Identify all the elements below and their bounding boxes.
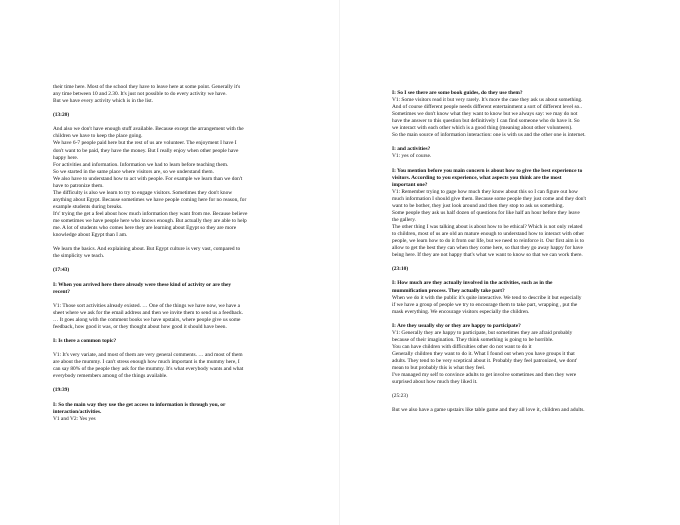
text-line: visitors. According to you experience, what aspects you think are the most [392, 174, 562, 181]
text-line: their time here. Most of the school they have to leave here at some point. Generally it's [53, 84, 241, 90]
paragraph [53, 126, 310, 239]
text-line: have the answer to this question but definitively I can find someone who do have it. So [392, 118, 580, 125]
text-line: (23:10) [392, 266, 409, 273]
text-line: V1: yes of course. [392, 153, 432, 160]
text-line: I: When you arrived here there already were these kind of activity or are they [53, 281, 232, 288]
question-heading [53, 338, 310, 345]
text-line: allow to get the best they can when they come here, so that they go away happy for have [392, 245, 583, 252]
text-line: (17:43) [53, 267, 70, 274]
text-line: are about the mummy. I can't stress enough how much important is the mummy here, I [53, 359, 240, 366]
text-line: me sometimes we have people here who knows enough. But actually they are able to help [53, 217, 247, 224]
text-line: important one? [392, 181, 428, 188]
text-line: V1: Remember trying to gage how much they know about this so I can figure out how [392, 188, 578, 195]
text-line: (19:39) [53, 387, 70, 394]
text-line: V1: It's very variate, and most of them are very general comments. … and most of them [53, 352, 243, 359]
text-line: We also have to understand how to act with people. For example we learn than we don't [53, 175, 243, 182]
paragraph [53, 84, 310, 105]
text-line: And of course different people needs different entertainment a sort of different level so.. [392, 104, 582, 111]
text-line: V1: Some visitors read it but very rarely. It's more the case they ask us about something. [392, 97, 583, 104]
text-line: have to patronize them. [53, 182, 104, 189]
text-line: sheet where we ask for the email address and then we invite them to send us a feedback. [53, 309, 244, 316]
text-line: The other thing I was talking about is about how to be ethical? Which is not only related [392, 223, 583, 230]
text-line: feedback, how good it was, or they thought about how good it should have been. [53, 323, 227, 330]
text-line: But we have every activity which is in the list. [53, 98, 154, 105]
text-line: if we have a group of people we try to encourage them to take part, wrapping , put the [392, 301, 578, 308]
text-line: everybody remembers among of the things available. [53, 373, 168, 380]
paragraph [53, 352, 310, 380]
text-line: We have 6-7 people paid here but the rest of us are volunteer. The enjoyment I have I [53, 140, 237, 147]
text-line: V1: Those sort activities already existed. … One of the things we have now, we have a [53, 302, 240, 309]
question-heading [392, 266, 666, 273]
text-line: (13:20) [53, 112, 70, 119]
text-line: For activities and information. Information we had to learn before teaching them. [53, 161, 229, 168]
question-heading [392, 90, 666, 139]
text-line: mean to but probably this is what they feel. [392, 365, 486, 372]
paragraph [53, 303, 310, 331]
text-line: children we have to keep the place going. [53, 133, 143, 140]
question-heading [53, 402, 310, 423]
text-line: I: So the main way they use the get access to information is through you, or [53, 401, 226, 408]
text-line: any time between 10 and 2.30. It's just not possible to do every activity we have. [53, 91, 227, 98]
text-line: surprised about how much they liked it. [392, 379, 478, 386]
question-heading [53, 282, 310, 296]
text-line: V1 and V2: Yes yes [53, 415, 96, 422]
text-line: interaction/activities. [53, 408, 102, 415]
text-line: recent? [53, 288, 70, 295]
text-line: And also we don't have enough stuff available. Because except the arrangement with the [53, 126, 244, 133]
question-heading [53, 267, 310, 274]
text-line: we interact with each other which is a good thing (meaning about other volunteers). [392, 125, 573, 132]
text-line: You can have children with difficulties other do not want to do it [392, 343, 532, 350]
text-line: When we do it with the public it's quite interactive. We tend to describe it but especially [392, 294, 582, 301]
text-line: I: You mention before you main concern is about how to give the best experience to [392, 167, 583, 174]
right-page [340, 0, 680, 525]
question-heading [392, 168, 666, 260]
text-line: people, we learn how to do it from our life, but we need to reinforce it. Our first aim is to [392, 238, 585, 245]
question-heading [392, 146, 666, 160]
text-line: much information I should give them. Because some people they just come and they don't [392, 195, 586, 202]
text-line: example students during breaks. [53, 203, 123, 210]
text-line: I've managed my self to convince adults to get involve sometimes and then they were [392, 372, 577, 379]
text-line: Some people they ask us half dozen of questions for like half an hour before they leave [392, 209, 580, 216]
text-line: So the main source of information interaction: one is with us and the other one is internet. [392, 132, 586, 139]
text-line: (25:23) [392, 393, 408, 400]
text-line: to children, most of us are old an mature enough to understand how to interact with other [392, 231, 585, 238]
question-heading [392, 323, 666, 386]
text-line: don't want to be paid, they have the money. But I really enjoy when other people have [53, 147, 239, 154]
text-line: the simplicity we teach. [53, 253, 105, 260]
text-line: want to be bother, they just look around and then they stop to ask us something. [392, 202, 564, 209]
paragraph [53, 246, 310, 260]
text-line: Generally children they want to do it. What I found out when you have groups it that [392, 350, 575, 357]
text-line: mummification process. They actually take part? [392, 287, 505, 294]
text-line: I: Are they usually shy or they are happy to participate? [392, 322, 521, 329]
text-line: … It goes along with the comment books we have upstairs, where people give us some [53, 316, 241, 323]
text-line: being here. If they are not happy that's what we want to know so that we can work there. [392, 252, 583, 259]
text-line: But we also have a game upstairs like table game and they all love it, children and adults. [392, 407, 585, 414]
paragraph [392, 393, 666, 400]
text-line: mask everything. We encourage visitors especially the children. [392, 308, 530, 315]
text-line: I: So I see there are some book guides, do they use them? [392, 90, 523, 96]
question-heading [53, 112, 310, 119]
text-line: The difficulty is also we learn to try to engage visitors. Sometimes they don't know [53, 189, 233, 196]
text-line: We learn the basics. And explaining about. But Egypt culture is very vast, compared to [53, 246, 241, 253]
text-line: anything about Egypt. Because sometimes we have people coming here for no reason, for [53, 196, 247, 203]
text-line: can say 80% of the people they ask for the mummy. It's what everybody wants and what [53, 366, 244, 373]
text-line: happy here. [53, 154, 79, 161]
text-line: I: and activities? [392, 146, 431, 153]
text-line: It's' trying the get a feel about how much information they want from me. Because believe [53, 210, 248, 217]
paragraph [392, 407, 666, 414]
text-line: me. A lot of students who comes here they are learning about Egypt so they are more [53, 225, 237, 232]
question-heading [53, 387, 310, 394]
text-line: adults. They tend to be very sceptical about it. Probably they feel patronized, we dont' [392, 358, 578, 365]
question-heading [392, 280, 666, 315]
text-line: V1: Generally they are happy to participate, but sometimes they are afraid probably [392, 329, 573, 336]
text-line: I: Is there a common topic? [53, 338, 117, 345]
text-line: So we started in the same place where visitors are, so we understand them. [53, 168, 214, 175]
text-line: knowledge about Egypt than I am. [53, 232, 128, 239]
text-line: the gallery. [392, 216, 416, 223]
text-line: Sometimes we don't know what they want to know but we always say: we may do not [392, 111, 578, 118]
text-line: I: How much are they actually involved in the activities, such as in the [392, 280, 553, 287]
text-line: because of their imagination. They think something is going to be horrible. [392, 336, 554, 343]
